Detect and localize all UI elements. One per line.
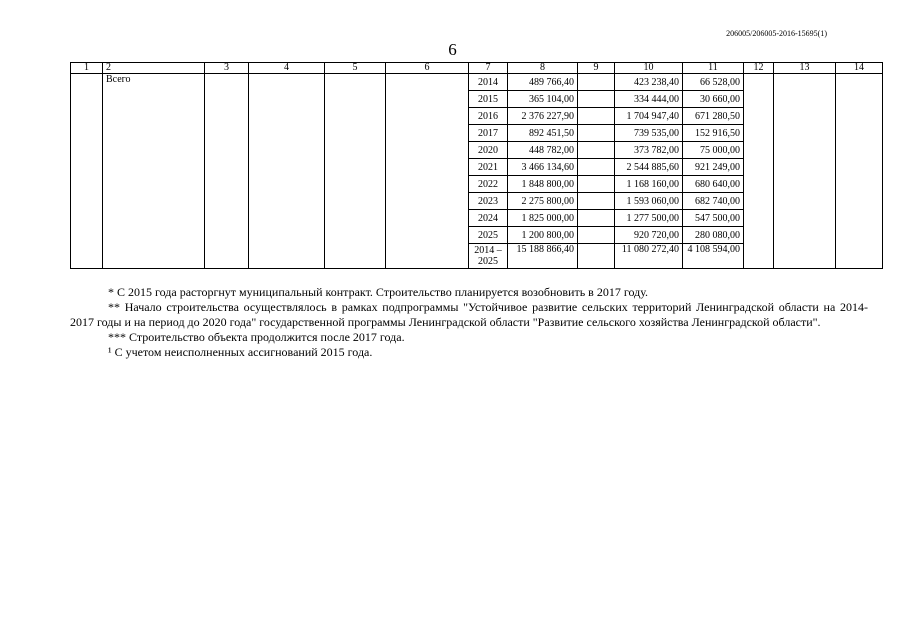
footnote: ¹ С учетом неисполненных ассигнований 2015 года.: [108, 345, 373, 359]
regional-amount-cell: 2 544 885,60: [615, 159, 683, 176]
local-amount-cell: 66 528,00: [683, 74, 744, 91]
regional-amount-cell: 11 080 272,40: [615, 244, 683, 269]
empty-cell: [249, 74, 325, 269]
year-cell: 2015: [469, 91, 508, 108]
year-cell: 2020: [469, 142, 508, 159]
year-range-start: 2014 –: [474, 245, 502, 256]
column-header: 10: [615, 63, 683, 74]
total-amount-cell: 3 466 134,60: [508, 159, 578, 176]
year-cell: 2023: [469, 193, 508, 210]
year-cell: 2021: [469, 159, 508, 176]
year-cell: 2014: [469, 74, 508, 91]
local-amount-cell: 280 080,00: [683, 227, 744, 244]
empty-cell: [578, 91, 615, 108]
regional-amount-cell: 739 535,00: [615, 125, 683, 142]
regional-amount-cell: 920 720,00: [615, 227, 683, 244]
regional-amount-cell: 373 782,00: [615, 142, 683, 159]
empty-cell: [836, 74, 883, 269]
local-amount-cell: 152 916,50: [683, 125, 744, 142]
page-number: 6: [448, 40, 457, 59]
column-header: 2: [103, 63, 205, 74]
column-header: 8: [508, 63, 578, 74]
table-header-row: [71, 63, 883, 74]
local-amount-cell: 921 249,00: [683, 159, 744, 176]
footnote: * С 2015 года расторгнут муниципальный контракт. Строительство планируется возобновить в 2017 году.: [108, 285, 649, 299]
column-header: 11: [683, 63, 744, 74]
year-cell: 2016: [469, 108, 508, 125]
footnotes: [70, 285, 868, 360]
total-amount-cell: 448 782,00: [508, 142, 578, 159]
column-header: 4: [249, 63, 325, 74]
empty-cell: [578, 125, 615, 142]
local-amount-cell: 682 740,00: [683, 193, 744, 210]
year-range-cell: [469, 244, 508, 269]
total-amount-cell: 892 451,50: [508, 125, 578, 142]
total-amount-cell: 2 376 227,90: [508, 108, 578, 125]
regional-amount-cell: 1 277 500,00: [615, 210, 683, 227]
empty-cell: [578, 74, 615, 91]
column-header: 13: [774, 63, 836, 74]
total-label: Всего: [103, 74, 205, 269]
column-header: 14: [836, 63, 883, 74]
column-header: 9: [578, 63, 615, 74]
empty-cell: [578, 108, 615, 125]
local-amount-cell: 30 660,00: [683, 91, 744, 108]
total-amount-cell: 489 766,40: [508, 74, 578, 91]
year-cell: 2017: [469, 125, 508, 142]
empty-cell: [71, 74, 103, 269]
total-amount-cell: 1 200 800,00: [508, 227, 578, 244]
empty-cell: [205, 74, 249, 269]
column-header: 5: [325, 63, 386, 74]
empty-cell: [386, 74, 469, 269]
column-header: 6: [386, 63, 469, 74]
year-cell: 2025: [469, 227, 508, 244]
empty-cell: [578, 142, 615, 159]
year-range-end: 2025: [478, 256, 498, 267]
data-table: [70, 62, 883, 269]
column-header: 1: [71, 63, 103, 74]
empty-cell: [325, 74, 386, 269]
regional-amount-cell: 334 444,00: [615, 91, 683, 108]
local-amount-cell: 671 280,50: [683, 108, 744, 125]
regional-amount-cell: 1 593 060,00: [615, 193, 683, 210]
regional-amount-cell: 1 168 160,00: [615, 176, 683, 193]
regional-amount-cell: 1 704 947,40: [615, 108, 683, 125]
column-header: 12: [744, 63, 774, 74]
empty-cell: [578, 159, 615, 176]
local-amount-cell: 75 000,00: [683, 142, 744, 159]
empty-cell: [578, 227, 615, 244]
total-amount-cell: 2 275 800,00: [508, 193, 578, 210]
regional-amount-cell: 423 238,40: [615, 74, 683, 91]
empty-cell: [578, 244, 615, 269]
local-amount-cell: 547 500,00: [683, 210, 744, 227]
empty-cell: [578, 210, 615, 227]
year-cell: 2022: [469, 176, 508, 193]
empty-cell: [774, 74, 836, 269]
footnote: ** Начало строительства осуществлялось в рамках подпрограммы "Устойчивое развитие сельских территорий Ленинградской области на 2014-2017 годы и на период до 2020 года" государственной программы Ленинградской области "Развитие сельского хозяйства Ленинградской области".: [70, 300, 868, 329]
column-header: 3: [205, 63, 249, 74]
table-row: [71, 74, 883, 91]
document-id: 206005/206005-2016-15695(1): [726, 29, 827, 38]
local-amount-cell: 4 108 594,00: [683, 244, 744, 269]
footnote: *** Строительство объекта продолжится после 2017 года.: [108, 330, 405, 344]
total-amount-cell: 15 188 866,40: [508, 244, 578, 269]
total-amount-cell: 1 848 800,00: [508, 176, 578, 193]
local-amount-cell: 680 640,00: [683, 176, 744, 193]
empty-cell: [578, 176, 615, 193]
empty-cell: [744, 74, 774, 269]
total-amount-cell: 1 825 000,00: [508, 210, 578, 227]
column-header: 7: [469, 63, 508, 74]
total-amount-cell: 365 104,00: [508, 91, 578, 108]
year-cell: 2024: [469, 210, 508, 227]
empty-cell: [578, 193, 615, 210]
